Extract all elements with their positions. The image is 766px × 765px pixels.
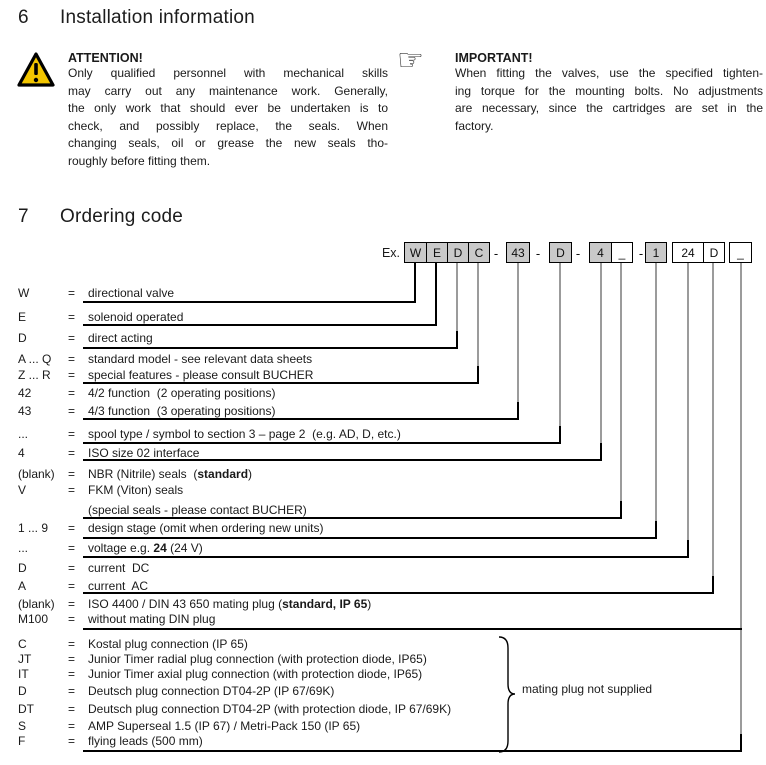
row-equals: = xyxy=(68,597,76,611)
ordering-row xyxy=(0,597,766,613)
ladder-horizontal xyxy=(83,628,742,630)
code-box-cell: W xyxy=(405,243,426,262)
row-equals: = xyxy=(68,734,76,748)
ladder-horizontal xyxy=(83,347,458,349)
ordering-row xyxy=(0,541,766,557)
row-description: AMP Superseal 1.5 (IP 67) / Metri-Pack 150 (IP 65) xyxy=(88,719,361,733)
code-box-cell: C xyxy=(468,243,489,262)
code-box-cell: D xyxy=(550,243,571,262)
ordering-row xyxy=(0,667,766,683)
row-code: W xyxy=(18,286,30,300)
row-code: S xyxy=(18,719,27,733)
row-description: current DC xyxy=(88,561,150,575)
row-description: Deutsch plug connection DT04-2P (with protection diode, IP 67/69K) xyxy=(88,702,452,716)
row-code: ... xyxy=(18,541,29,555)
row-description: ISO size 02 interface xyxy=(88,446,200,460)
row-equals: = xyxy=(68,310,76,324)
ladder-horizontal xyxy=(83,537,657,539)
paragraph-line: are necessary, since the cartridges are set in the xyxy=(455,101,763,115)
ordering-row xyxy=(0,467,766,483)
row-equals: = xyxy=(68,702,76,716)
attention-heading: ATTENTION! xyxy=(68,51,143,65)
row-description: FKM (Viton) seals xyxy=(88,483,184,497)
row-description: Kostal plug connection (IP 65) xyxy=(88,637,248,651)
ordering-row xyxy=(0,352,766,368)
code-box-group xyxy=(729,242,752,263)
row-code: F xyxy=(18,734,26,748)
dash-separator: - xyxy=(493,246,499,261)
row-equals: = xyxy=(68,612,76,626)
row-equals: = xyxy=(68,541,76,555)
row-description: voltage e.g. 24 (24 V) xyxy=(88,541,203,555)
important-heading: IMPORTANT! xyxy=(455,51,533,65)
section-6-title: Installation information xyxy=(60,7,255,28)
row-equals: = xyxy=(68,427,76,441)
mating-plug-note: mating plug not supplied xyxy=(522,682,653,696)
row-description: current AC xyxy=(88,579,149,593)
code-box-group xyxy=(506,242,530,263)
paragraph-line: may carry out any maintenance work. Generally, xyxy=(68,83,388,98)
row-equals: = xyxy=(68,368,76,382)
row-code: C xyxy=(18,637,27,651)
ordering-row xyxy=(0,310,766,326)
row-equals: = xyxy=(68,483,76,497)
ordering-row xyxy=(0,446,766,462)
row-description: without mating DIN plug xyxy=(88,612,216,626)
code-box-group xyxy=(549,242,572,263)
row-code: V xyxy=(18,483,27,497)
code-box-cell: _ xyxy=(730,243,751,262)
row-equals: = xyxy=(68,667,76,681)
row-description: 4/2 function (2 operating positions) xyxy=(88,386,276,400)
code-box-cell: _ xyxy=(611,243,632,262)
row-description: solenoid operated xyxy=(88,310,184,324)
row-code: Z ... R xyxy=(18,368,51,382)
section-6-number: 6 xyxy=(18,7,29,28)
ordering-row xyxy=(0,734,766,750)
paragraph-line: check, and possibly replace, the seals. When xyxy=(68,118,388,133)
ordering-row xyxy=(0,483,766,499)
row-code: JT xyxy=(18,652,32,666)
ordering-row xyxy=(0,719,766,735)
ordering-row xyxy=(0,427,766,443)
row-description: standard model - see relevant data sheets xyxy=(88,352,313,366)
row-description: directional valve xyxy=(88,286,175,300)
code-box-group xyxy=(645,242,667,263)
ordering-row xyxy=(0,702,766,718)
ordering-row xyxy=(0,331,766,347)
paragraph-line: changing seals, oil or grease the new seals tho- xyxy=(68,136,388,150)
ordering-row xyxy=(0,503,766,519)
row-equals: = xyxy=(68,352,76,366)
row-code: (blank) xyxy=(18,467,55,481)
warning-triangle-icon xyxy=(17,51,57,91)
row-code: 1 ... 9 xyxy=(18,521,49,535)
row-equals: = xyxy=(68,684,76,698)
code-box-group xyxy=(404,242,490,263)
row-equals: = xyxy=(68,331,76,345)
ordering-row xyxy=(0,286,766,302)
dash-separator: - xyxy=(575,246,581,261)
row-description: 4/3 function (3 operating positions) xyxy=(88,404,276,418)
row-description: special features - please consult BUCHER xyxy=(88,368,314,382)
row-code: ... xyxy=(18,427,29,441)
paragraph-line: roughly before fitting them. xyxy=(68,153,211,168)
row-equals: = xyxy=(68,386,76,400)
ordering-row xyxy=(0,579,766,595)
code-box-group xyxy=(672,242,725,263)
row-code: E xyxy=(18,310,27,324)
row-description: ISO 4400 / DIN 43 650 mating plug (standard, IP 65) xyxy=(88,597,372,611)
attention-text xyxy=(68,65,388,170)
row-code: D xyxy=(18,561,27,575)
row-code: A xyxy=(18,579,27,593)
code-box-cell: 1 xyxy=(646,243,666,262)
row-description: flying leads (500 mm) xyxy=(88,734,203,748)
row-code: 43 xyxy=(18,404,32,418)
row-description: Deutsch plug connection DT04-2P (IP 67/69K) xyxy=(88,684,335,698)
code-box-cell: 4 xyxy=(590,243,611,262)
row-description: spool type / symbol to section 3 – page 2 (e.g. AD, D, etc.) xyxy=(88,427,401,441)
row-description: (special seals - please contact BUCHER) xyxy=(88,503,307,517)
row-description: direct acting xyxy=(88,331,153,345)
row-description: Junior Timer radial plug connection (with protection diode, IP65) xyxy=(88,652,427,666)
pointing-hand-icon: ☞ xyxy=(397,43,424,78)
ordering-row xyxy=(0,404,766,420)
section-7-number: 7 xyxy=(18,206,29,227)
paragraph-line: the only work that should ever be undertaken is to xyxy=(68,101,388,115)
ladder-horizontal xyxy=(83,750,742,752)
code-box-cell: D xyxy=(447,243,468,262)
section-7-title: Ordering code xyxy=(60,206,184,227)
example-label: Ex. xyxy=(381,246,400,260)
code-box-cell: 43 xyxy=(507,243,529,262)
ordering-row xyxy=(0,612,766,628)
important-text xyxy=(455,65,763,135)
ordering-row xyxy=(0,521,766,537)
ordering-row xyxy=(0,386,766,402)
row-equals: = xyxy=(68,719,76,733)
row-description: Junior Timer axial plug connection (with protection diode, IP65) xyxy=(88,667,423,681)
ordering-row xyxy=(0,652,766,668)
row-equals: = xyxy=(68,652,76,666)
row-equals: = xyxy=(68,579,76,593)
row-code: A ... Q xyxy=(18,352,52,366)
paragraph-line: When fitting the valves, use the specified tighten- xyxy=(455,66,763,80)
code-box-cell: D xyxy=(703,243,724,262)
row-description: design stage (omit when ordering new units) xyxy=(88,521,324,535)
ordering-row xyxy=(0,368,766,384)
row-code: IT xyxy=(18,667,29,681)
mating-plug-brace xyxy=(496,635,518,760)
row-code: M100 xyxy=(18,612,49,626)
row-code: DT xyxy=(18,702,34,716)
row-equals: = xyxy=(68,561,76,575)
paragraph-line: Only qualified personnel with mechanical skills xyxy=(68,66,388,80)
row-description: NBR (Nitrile) seals (standard) xyxy=(88,467,253,481)
code-box-cell: E xyxy=(426,243,447,262)
row-equals: = xyxy=(68,286,76,300)
row-equals: = xyxy=(68,404,76,418)
ordering-row xyxy=(0,561,766,577)
paragraph-line: ing torque for the mounting bolts. No adjustments xyxy=(455,83,763,98)
code-box-cell: 24 xyxy=(673,243,703,262)
dash-separator: - xyxy=(638,246,644,261)
row-code: (blank) xyxy=(18,597,55,611)
row-code: 4 xyxy=(18,446,25,460)
row-equals: = xyxy=(68,521,76,535)
paragraph-line: factory. xyxy=(455,118,494,133)
row-equals: = xyxy=(68,446,76,460)
row-code: D xyxy=(18,331,27,345)
row-code: D xyxy=(18,684,27,698)
row-code: 42 xyxy=(18,386,32,400)
row-equals: = xyxy=(68,467,76,481)
dash-separator: - xyxy=(535,246,541,261)
row-equals: = xyxy=(68,637,76,651)
ordering-row xyxy=(0,637,766,653)
code-box-group xyxy=(589,242,633,263)
